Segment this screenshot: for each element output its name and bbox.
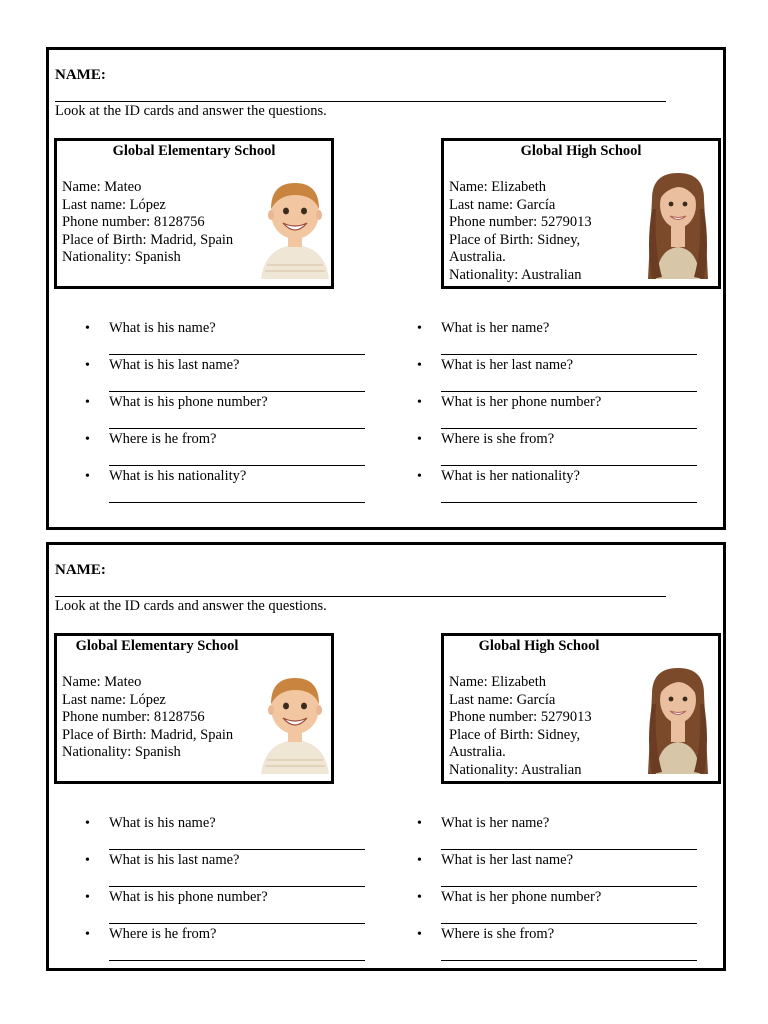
bullet: • xyxy=(85,358,90,373)
question-text: Where is he from? xyxy=(109,926,217,942)
question-text: What is her name? xyxy=(441,815,550,831)
list-item xyxy=(417,852,697,889)
card-last-name: Last name: García xyxy=(449,691,556,708)
bullet: • xyxy=(417,927,422,942)
card-nationality: Nationality: Spanish xyxy=(62,249,181,265)
card-birthplace: Place of Birth: Sidney, Australia. xyxy=(449,231,581,265)
list-item xyxy=(85,815,365,852)
question-text: Where is he from? xyxy=(109,431,217,447)
card-info xyxy=(62,179,262,267)
answer-line[interactable] xyxy=(109,428,365,429)
list-item xyxy=(85,852,365,889)
question-text: What is her last name? xyxy=(441,852,574,868)
list-item xyxy=(85,889,365,926)
questions-her xyxy=(417,815,697,963)
answer-line[interactable] xyxy=(109,502,365,503)
bullet: • xyxy=(85,853,90,868)
instructions: Look at the ID cards and answer the questions. xyxy=(55,598,327,614)
list-item xyxy=(85,357,365,394)
name-answer-line xyxy=(55,596,666,597)
question-text: What is his last name? xyxy=(109,852,240,868)
card-nationality: Nationality: Australian xyxy=(449,266,582,283)
question-text: What is his name? xyxy=(109,320,216,336)
card-name: Name: Mateo xyxy=(62,179,142,195)
card-birthplace: Place of Birth: Sidney, Australia. xyxy=(449,726,581,760)
list-item xyxy=(85,926,365,963)
card-last-name: Last name: López xyxy=(62,196,166,213)
answer-line[interactable] xyxy=(109,886,365,887)
card-name: Name: Mateo xyxy=(62,674,142,690)
id-card-mateo xyxy=(54,138,334,289)
instructions: Look at the ID cards and answer the questions. xyxy=(55,103,327,119)
card-phone: Phone number: 5279013 xyxy=(449,709,592,725)
bullet: • xyxy=(417,395,422,410)
question-text: What is her name? xyxy=(441,320,550,336)
questions-his xyxy=(85,815,365,963)
answer-line[interactable] xyxy=(441,886,697,887)
card-school-title: Global High School xyxy=(478,638,600,654)
name-answer-line xyxy=(55,101,666,102)
question-text: What is his name? xyxy=(109,815,216,831)
answer-line[interactable] xyxy=(441,428,697,429)
bullet: • xyxy=(85,321,90,336)
list-item xyxy=(85,468,365,505)
answer-line[interactable] xyxy=(109,354,365,355)
list-item xyxy=(417,926,697,963)
worksheet-2 xyxy=(46,542,726,971)
question-text: What is his last name? xyxy=(109,357,240,373)
card-school-title: Global Elementary School xyxy=(75,638,239,654)
id-card-elizabeth xyxy=(441,138,721,289)
boy-photo-icon xyxy=(257,169,333,279)
answer-line[interactable] xyxy=(441,354,697,355)
card-last-name: Last name: García xyxy=(449,196,556,213)
answer-line[interactable] xyxy=(109,923,365,924)
answer-line[interactable] xyxy=(109,849,365,850)
question-text: Where is she from? xyxy=(441,431,555,447)
list-item xyxy=(417,468,697,505)
card-phone: Phone number: 8128756 xyxy=(62,214,205,230)
answer-line[interactable] xyxy=(109,465,365,466)
question-text: What is his nationality? xyxy=(109,468,247,484)
list-item xyxy=(417,394,697,431)
card-school-title: Global High School xyxy=(520,143,642,159)
list-item xyxy=(417,320,697,357)
answer-line[interactable] xyxy=(109,960,365,961)
answer-line[interactable] xyxy=(441,923,697,924)
card-nationality: Nationality: Australian xyxy=(449,761,582,778)
card-info xyxy=(449,674,619,779)
list-item xyxy=(417,431,697,468)
answer-line[interactable] xyxy=(109,391,365,392)
boy-photo-icon xyxy=(257,664,333,774)
questions-her xyxy=(417,320,697,505)
answer-line[interactable] xyxy=(441,960,697,961)
question-text: What is her phone number? xyxy=(441,394,602,410)
answer-line[interactable] xyxy=(441,502,697,503)
bullet: • xyxy=(417,890,422,905)
card-info xyxy=(449,179,619,284)
question-text: What is her last name? xyxy=(441,357,574,373)
answer-line[interactable] xyxy=(441,465,697,466)
bullet: • xyxy=(417,816,422,831)
bullet: • xyxy=(85,469,90,484)
list-item xyxy=(85,431,365,468)
girl-photo-icon xyxy=(638,664,718,774)
girl-photo-icon xyxy=(638,169,718,279)
bullet: • xyxy=(85,432,90,447)
list-item xyxy=(85,320,365,357)
card-nationality: Nationality: Spanish xyxy=(62,744,181,760)
bullet: • xyxy=(85,927,90,942)
list-item xyxy=(417,815,697,852)
card-name: Name: Elizabeth xyxy=(449,179,547,195)
card-phone: Phone number: 5279013 xyxy=(449,214,592,230)
card-birthplace: Place of Birth: Madrid, Spain xyxy=(62,231,234,248)
bullet: • xyxy=(85,395,90,410)
id-card-elizabeth xyxy=(441,633,721,784)
card-info xyxy=(62,674,262,762)
answer-line[interactable] xyxy=(441,849,697,850)
bullet: • xyxy=(85,890,90,905)
bullet: • xyxy=(417,432,422,447)
card-school-title: Global Elementary School xyxy=(112,143,276,159)
bullet: • xyxy=(417,853,422,868)
list-item xyxy=(85,394,365,431)
id-card-mateo xyxy=(54,633,334,784)
question-text: What is her nationality? xyxy=(441,468,580,484)
bullet: • xyxy=(417,469,422,484)
bullet: • xyxy=(417,358,422,373)
list-item xyxy=(417,889,697,926)
list-item xyxy=(417,357,697,394)
question-text: What is his phone number? xyxy=(109,889,268,905)
question-text: What is his phone number? xyxy=(109,394,268,410)
answer-line[interactable] xyxy=(441,391,697,392)
worksheet-1 xyxy=(46,47,726,530)
card-last-name: Last name: López xyxy=(62,691,166,708)
card-name: Name: Elizabeth xyxy=(449,674,547,690)
question-text: What is her phone number? xyxy=(441,889,602,905)
bullet: • xyxy=(85,816,90,831)
card-birthplace: Place of Birth: Madrid, Spain xyxy=(62,726,234,743)
name-label: NAME: xyxy=(55,67,106,83)
bullet: • xyxy=(417,321,422,336)
question-text: Where is she from? xyxy=(441,926,555,942)
name-label: NAME: xyxy=(55,562,106,578)
card-phone: Phone number: 8128756 xyxy=(62,709,205,725)
questions-his xyxy=(85,320,365,505)
